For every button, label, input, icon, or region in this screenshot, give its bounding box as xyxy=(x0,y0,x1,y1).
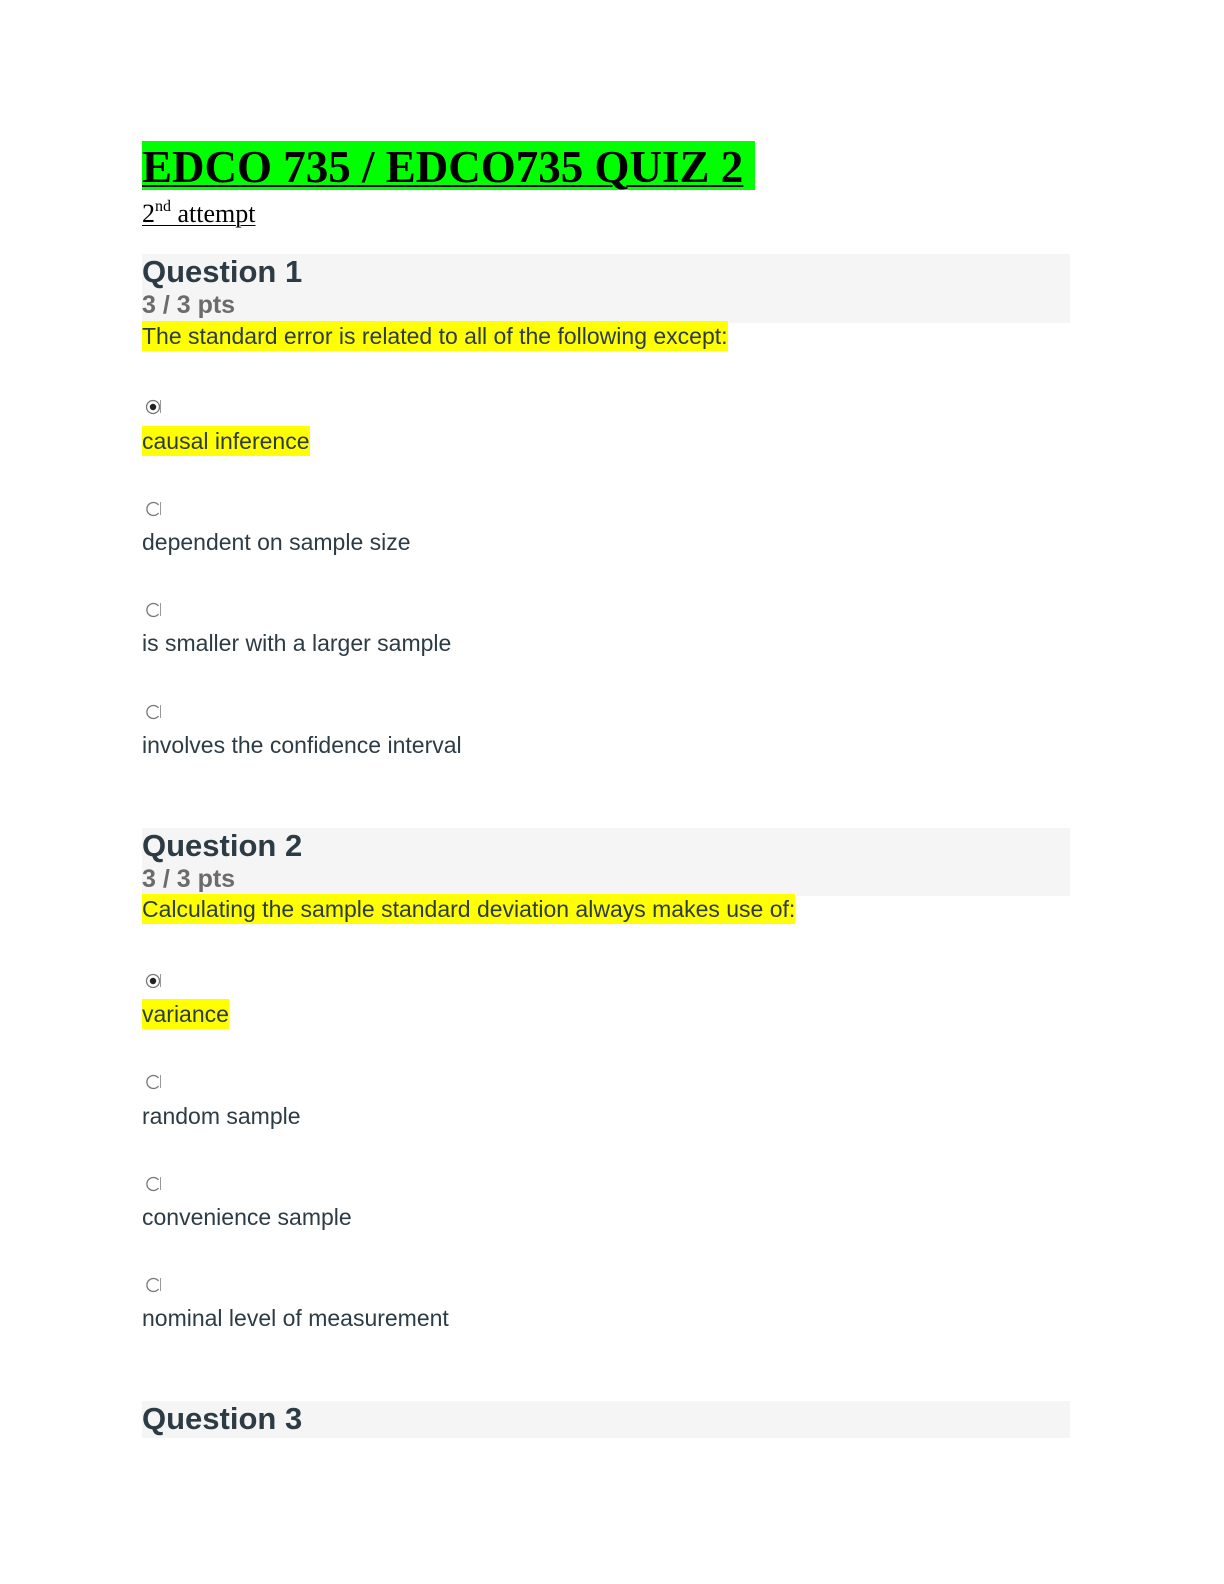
question-1-title: Question 1 xyxy=(142,254,303,289)
question-2-answer-1[interactable]: variance xyxy=(142,1001,229,1027)
attempt-label xyxy=(142,198,255,230)
question-1-text: The standard error is related to all of the following except: xyxy=(142,323,728,349)
question-1-header xyxy=(142,254,1070,323)
attempt-number: 2 xyxy=(142,199,155,228)
document-title: EDCO 735 / EDCO735 QUIZ 2 xyxy=(142,141,755,190)
question-3-title: Question 3 xyxy=(142,1401,303,1436)
question-2-text: Calculating the sample standard deviation always makes use of: xyxy=(142,896,796,922)
radio-unselected-icon[interactable] xyxy=(145,601,162,618)
question-1-points: 3 / 3 pts xyxy=(142,291,236,319)
attempt-superscript: nd xyxy=(155,198,171,215)
radio-unselected-icon[interactable] xyxy=(145,1073,162,1090)
radio-unselected-icon[interactable] xyxy=(145,1276,162,1293)
question-1-answer-1[interactable]: causal inference xyxy=(142,428,310,454)
question-1-answer-3[interactable]: is smaller with a larger sample xyxy=(142,630,452,656)
question-2-answer-2[interactable]: random sample xyxy=(142,1103,301,1129)
question-2-header xyxy=(142,828,1070,896)
radio-unselected-icon[interactable] xyxy=(145,1175,162,1192)
question-1-answer-4[interactable]: involves the confidence interval xyxy=(142,732,462,758)
attempt-word: attempt xyxy=(171,199,256,228)
question-2-answer-4[interactable]: nominal level of measurement xyxy=(142,1305,449,1331)
question-3-header xyxy=(142,1401,1070,1438)
radio-selected-icon[interactable] xyxy=(145,398,162,415)
radio-selected-icon[interactable] xyxy=(145,972,162,989)
question-2-title: Question 2 xyxy=(142,828,303,863)
question-2-points: 3 / 3 pts xyxy=(142,865,236,893)
radio-unselected-icon[interactable] xyxy=(145,500,162,517)
question-1-answer-2[interactable]: dependent on sample size xyxy=(142,529,411,555)
question-2-answer-3[interactable]: convenience sample xyxy=(142,1204,352,1230)
radio-unselected-icon[interactable] xyxy=(145,703,162,720)
